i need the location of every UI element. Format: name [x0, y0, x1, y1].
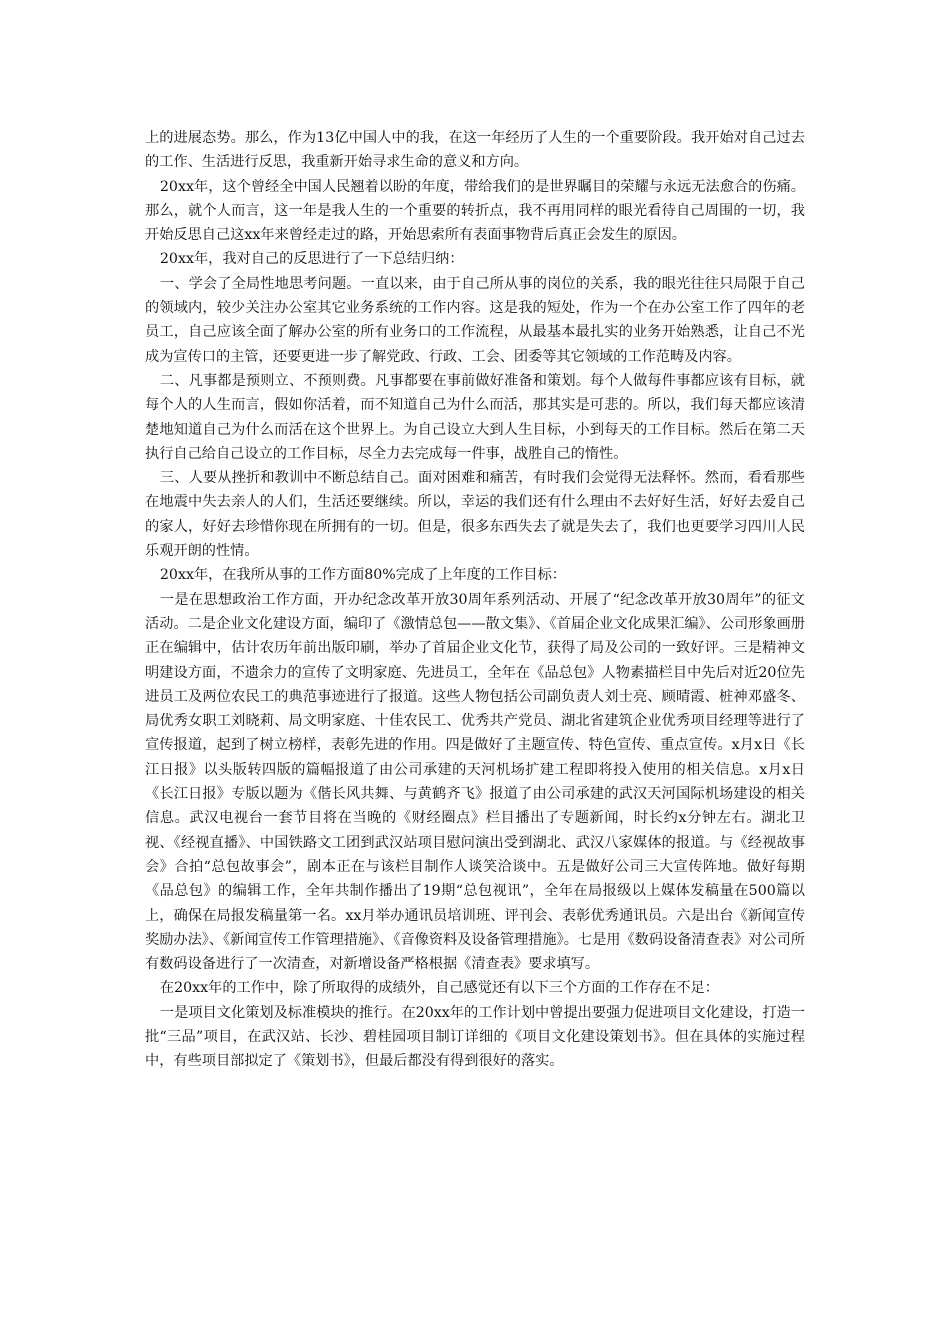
document-page [145, 126, 805, 1074]
paragraph-3: 20xx年，我对自己的反思进行了一下总结归纳： [159, 251, 464, 268]
paragraph-10: 一是项目文化策划及标准模块的推行。在20xx年的工作计划中曾提出要强力促进项目文化建设，打造一批“三品”项目，在武汉站、长沙、碧桂园项目制订详细的《项目文化建设策划书》。但在具体的实施过程中，有些项目部拟定了《策划书》，但最后都没有得到很好的落实。 [145, 1004, 805, 1070]
paragraph-7: 20xx年，在我所从事的工作方面80%完成了上年度的工作目标： [159, 567, 566, 584]
paragraph-5: 二、凡事都是预则立、不预则费。凡事都要在事前做好准备和策划。每个人做每件事都应该有目标，就每个人的人生而言，假如你活着，而不知道自己为什么而活，那其实是可悲的。所以，我们每天都应该清楚地知道自己为什么而活在这个世界上。为自己设立大到人生目标，小到每天的工作目标。然后在第二天执行自己给自己设立的工作目标，尽全力去完成每一件事，战胜自己的惰性。 [145, 372, 805, 462]
paragraph-8: 一是在思想政治工作方面，开办纪念改革开放30周年系列活动、开展了“纪念改革开放30周年”的征文活动。二是企业文化建设方面，编印了《激情总包——散文集》、《首届企业文化成果汇编》、公司形象画册正在编辑中，估计农历年前出版印刷，举办了首届企业文化节，获得了局及公司的一致好评。三是精神文明建设方面，不遗余力的宣传了文明家庭、先进员工，全年在《品总包》人物素描栏目中先后对近20位先进员工及两位农民工的典范事迹进行了报道。这些人物包括公司副负责人刘士亮、顾晴霞、桩神邓盛冬、局优秀女职工刘晓莉、局文明家庭、十佳农民工、优秀共产党员、湖北省建筑企业优秀项目经理等进行了宣传报道，起到了树立榜样，表彰先进的作用。四是做好了主题宣传、特色宣传、重点宣传。x月x日《长江日报》以头版转四版的篇幅报道了由公司承建的天河机场扩建工程即将投入使用的相关信息。x月x日《长江日报》专版以题为《偕长风共舞、与黄鹤齐飞》报道了由公司承建的武汉天河国际机场建设的相关信息。武汉电视台一套节目将在当晚的《财经圈点》栏目播出了专题新闻，时长约x分钟左右。湖北卫视、《经视直播》、中国铁路文工团到武汉站项目慰问演出受到湖北、武汉八家媒体的报道。与《经视故事会》合拍“总包故事会”，剧本正在与该栏目制作人谈笑洽谈中。五是做好公司三大宣传阵地。做好每期《品总包》的编辑工作，全年共制作播出了19期“总包视讯”，全年在局报级以上媒体发稿量在500篇以上，确保在局报发稿量第一名。xx月举办通讯员培训班、评刊会、表彰优秀通讯员。六是出台《新闻宣传奖励办法》、《新闻宣传工作管理措施》、《音像资料及设备管理措施》。七是用《数码设备清查表》对公司所有数码设备进行了一次清查，对新增设备严格根据《清查表》要求填写。 [145, 591, 805, 973]
paragraph-1: 上的进展态势。那么，作为13亿中国人中的我，在这一年经历了人生的一个重要阶段。我开始对自己过去的工作、生活进行反思，我重新开始寻求生命的意义和方向。 [145, 130, 805, 171]
paragraph-4: 一、学会了全局性地思考问题。一直以来，由于自己所从事的岗位的关系，我的眼光往往只局限于自己的领域内，较少关注办公室其它业务系统的工作内容。这是我的短处，作为一个在办公室工作了四年的老员工，自己应该全面了解办公室的所有业务口的工作流程，从最基本最扎实的业务开始熟悉，让自己不光成为宣传口的主管，还要更进一步了解党政、行政、工会、团委等其它领域的工作范畴及内容。 [145, 275, 805, 365]
paragraph-9: 在20xx年的工作中，除了所取得的成绩外，自己感觉还有以下三个方面的工作存在不足： [159, 980, 719, 997]
paragraph-6: 三、人要从挫折和教训中不断总结自己。面对困难和痛苦，有时我们会觉得无法释怀。然而，看看那些在地震中失去亲人的人们，生活还要继续。所以，幸运的我们还有什么理由不去好好生活，好好去爱自己的家人，好好去珍惜你现在所拥有的一切。但是，很多东西失去了就是失去了，我们也更要学习四川人民乐观开朗的性情。 [145, 470, 805, 560]
paragraph-2: 20xx年，这个曾经全中国人民翘着以盼的年度，带给我们的是世界瞩目的荣耀与永远无法愈合的伤痛。那么，就个人而言，这一年是我人生的一个重要的转折点，我不再用同样的眼光看待自己周围的一切，我开始反思自己这xx年来曾经走过的路，开始思索所有表面事物背后真正会发生的原因。 [145, 178, 805, 244]
